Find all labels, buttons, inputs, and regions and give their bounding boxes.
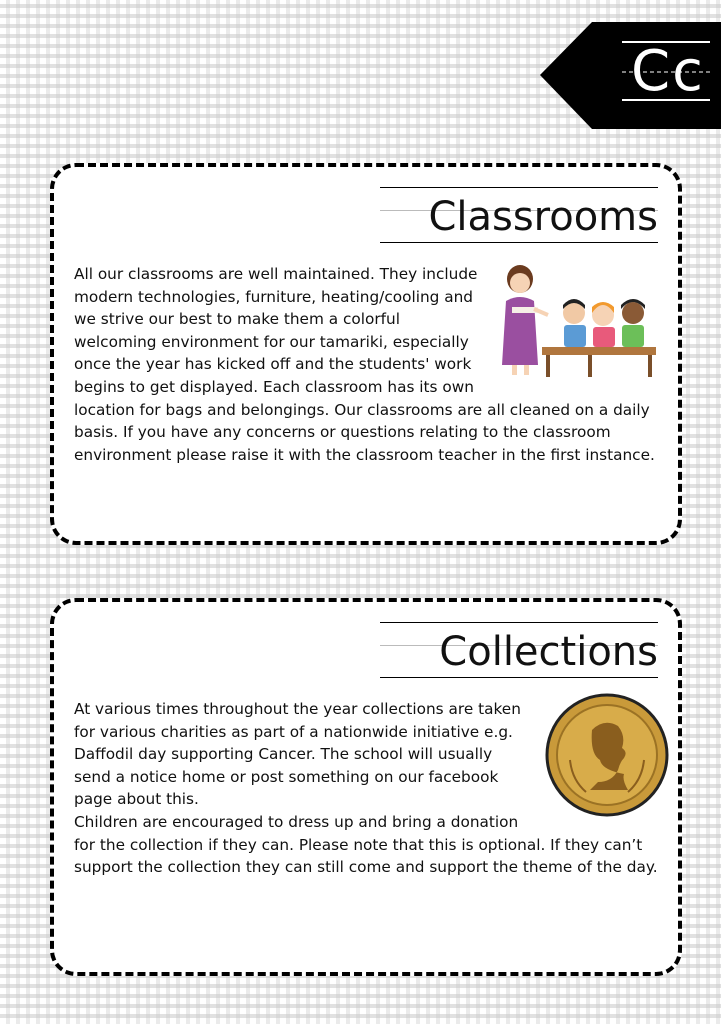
collections-body	[74, 698, 658, 879]
letter-tab	[540, 22, 721, 129]
collections-paragraph-2: Children are encouraged to dress up and bring a donation for the collection if they can. Please note that this is optional. If they can’t support the collection they can still come and support the theme of the day.	[74, 812, 658, 877]
classrooms-body	[74, 263, 658, 466]
classrooms-title: Classrooms	[380, 187, 658, 243]
gold-coin-illustration	[542, 690, 672, 820]
collections-card	[50, 598, 682, 976]
collections-paragraph-1: At various times throughout the year collections are taken for various charities as part of a nationwide initiative e.g. Daffodil day supporting Cancer. The school will usually send a notice home or post something on our facebook page about this.	[74, 700, 521, 809]
classrooms-paragraph: All our classrooms are well maintained. They include modern technologies, furniture, heating/cooling and we strive our best to make them a colorful welcoming environment for our tamariki, especially once the year has kicked off and the students' work begins to get displayed. Each classroom has its own location for bags and belongings. Our classrooms are all cleaned on a daily basis. If you have any concerns or questions relating to the classroom environment please raise it with the classroom teacher in the first instance.	[74, 265, 655, 464]
section-letter: Cc	[631, 39, 705, 104]
teacher-students-illustration	[490, 263, 658, 381]
classrooms-card	[50, 163, 682, 545]
collections-title: Collections	[380, 622, 658, 678]
